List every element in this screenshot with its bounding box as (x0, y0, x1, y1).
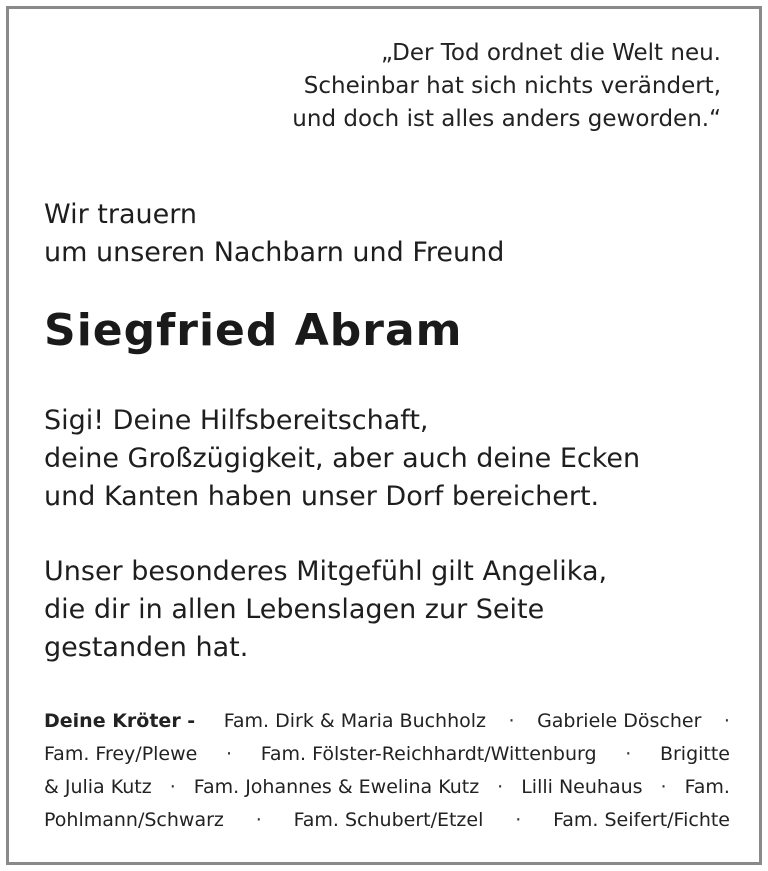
separator-dot: · (497, 776, 504, 798)
quote-line: Scheinbar hat sich nichts verändert, (303, 73, 721, 99)
intro-line: um unseren Nachbarn und Freund (44, 237, 505, 268)
quote-line: und doch ist alles anders geworden.“ (292, 106, 721, 132)
signer-name: Fam. Frey/Plewe (44, 743, 198, 765)
separator-dot: · (515, 809, 522, 831)
signer-name: Pohlmann/Schwarz (44, 809, 224, 831)
intro-line: Wir trauern (44, 199, 197, 230)
signer-name: Fam. Seifert/Fichte (553, 809, 730, 831)
signers-line (44, 771, 730, 804)
signers-line (44, 705, 730, 738)
intro-text (44, 196, 504, 272)
separator-dot: · (723, 710, 730, 732)
deceased-name: Siegfried Abram (44, 305, 463, 356)
signer-name: Gabriele Döscher (537, 710, 702, 732)
signer-name: Lilli Neuhaus (521, 776, 643, 798)
signer-name: & Julia Kutz (44, 776, 152, 798)
separator-dot: · (226, 743, 233, 765)
signers-list (44, 705, 730, 837)
sympathy-paragraph (44, 553, 607, 667)
signer-name: Fam. Dirk & Maria Buchholz (223, 710, 487, 732)
separator-dot: · (625, 743, 632, 765)
separator-dot: · (508, 710, 515, 732)
sympathy-line: Unser besonderes Mitgefühl gilt Angelika, (44, 556, 608, 587)
signer-name: Fam. Fölster-Reichhardt/Wittenburg (260, 743, 597, 765)
signer-name: Fam. (684, 776, 730, 798)
separator-dot: · (660, 776, 667, 798)
obituary-notice (6, 6, 762, 865)
signers-line (44, 804, 730, 837)
tribute-paragraph (44, 402, 640, 516)
signers-lead: Deine Kröter - (44, 710, 196, 732)
quote (292, 37, 721, 136)
tribute-line: und Kanten haben unser Dorf bereichert. (44, 481, 600, 512)
signer-name: Brigitte (659, 743, 730, 765)
signer-name: Fam. Schubert/Etzel (293, 809, 484, 831)
tribute-line: deine Großzügigkeit, aber auch deine Ecken (44, 443, 641, 474)
tribute-line: Sigi! Deine Hilfsbereitschaft, (44, 405, 429, 436)
sympathy-line: gestanden hat. (44, 632, 249, 663)
signer-name: Fam. Johannes & Ewelina Kutz (193, 776, 480, 798)
separator-dot: · (255, 809, 262, 831)
signers-line (44, 738, 730, 771)
separator-dot: · (169, 776, 176, 798)
sympathy-line: die dir in allen Lebenslagen zur Seite (44, 594, 545, 625)
quote-line: „Der Tod ordnet die Welt neu. (381, 40, 721, 66)
